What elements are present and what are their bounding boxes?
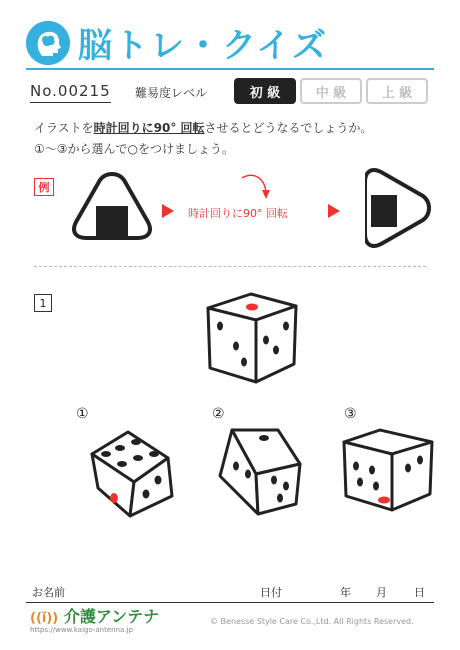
example-badge: 例 — [34, 178, 54, 196]
option-3-label[interactable]: ③ — [344, 406, 357, 422]
section-divider — [34, 266, 426, 267]
level-advanced: 上 級 — [366, 78, 428, 104]
antenna-icon: ((ǐ)) — [30, 611, 59, 626]
header — [26, 18, 328, 67]
day-label: 日 — [414, 586, 425, 599]
instruction-text-end: させるとどうなるでしょうか。 — [204, 121, 373, 135]
name-label: お名前 — [32, 586, 65, 599]
arrow-right-icon — [162, 204, 174, 218]
footer-url[interactable]: https://www.kaigo-antenna.jp — [30, 626, 133, 634]
difficulty-label: 難易度レベル — [135, 86, 208, 100]
onigiri-rotated-icon — [365, 166, 435, 256]
option-2-label[interactable]: ② — [212, 406, 225, 422]
instruction-line2: ①～③から選んで○をつけましょう。 — [34, 142, 234, 156]
original-die — [198, 288, 304, 388]
rotate-arrow-icon — [238, 172, 272, 202]
copyright: © Benesse Style Care Co.,Ltd. All Rights Reserved. — [210, 617, 414, 626]
option-1-label[interactable]: ① — [76, 406, 89, 422]
instruction-emphasis: 時計回りに90° 回転 — [93, 121, 205, 135]
title-divider — [26, 68, 434, 70]
date-label: 日付 — [260, 586, 282, 599]
rotate-label: 時計回りに90° 回転 — [188, 207, 288, 220]
name-date-line — [26, 582, 434, 603]
brain-head-icon — [26, 21, 70, 65]
option-3-die[interactable] — [340, 424, 436, 516]
page-title: 脳トレ・クイズ — [78, 26, 328, 66]
quiz-number: No.00215 — [30, 82, 111, 103]
option-1-die[interactable] — [84, 420, 180, 520]
instruction-text: イラストを — [34, 121, 94, 135]
arrow-right-icon — [328, 204, 340, 218]
question-badge: 1 — [34, 294, 52, 312]
level-beginner: 初 級 — [234, 78, 296, 104]
instructions — [34, 118, 372, 160]
year-label: 年 — [340, 586, 351, 599]
level-intermediate: 中 級 — [300, 78, 362, 104]
month-label: 月 — [376, 586, 387, 599]
onigiri-original-icon — [70, 172, 160, 242]
option-2-die[interactable] — [212, 424, 308, 520]
footer-logo[interactable]: ((ǐ)) 介護アンテナ — [30, 607, 160, 626]
